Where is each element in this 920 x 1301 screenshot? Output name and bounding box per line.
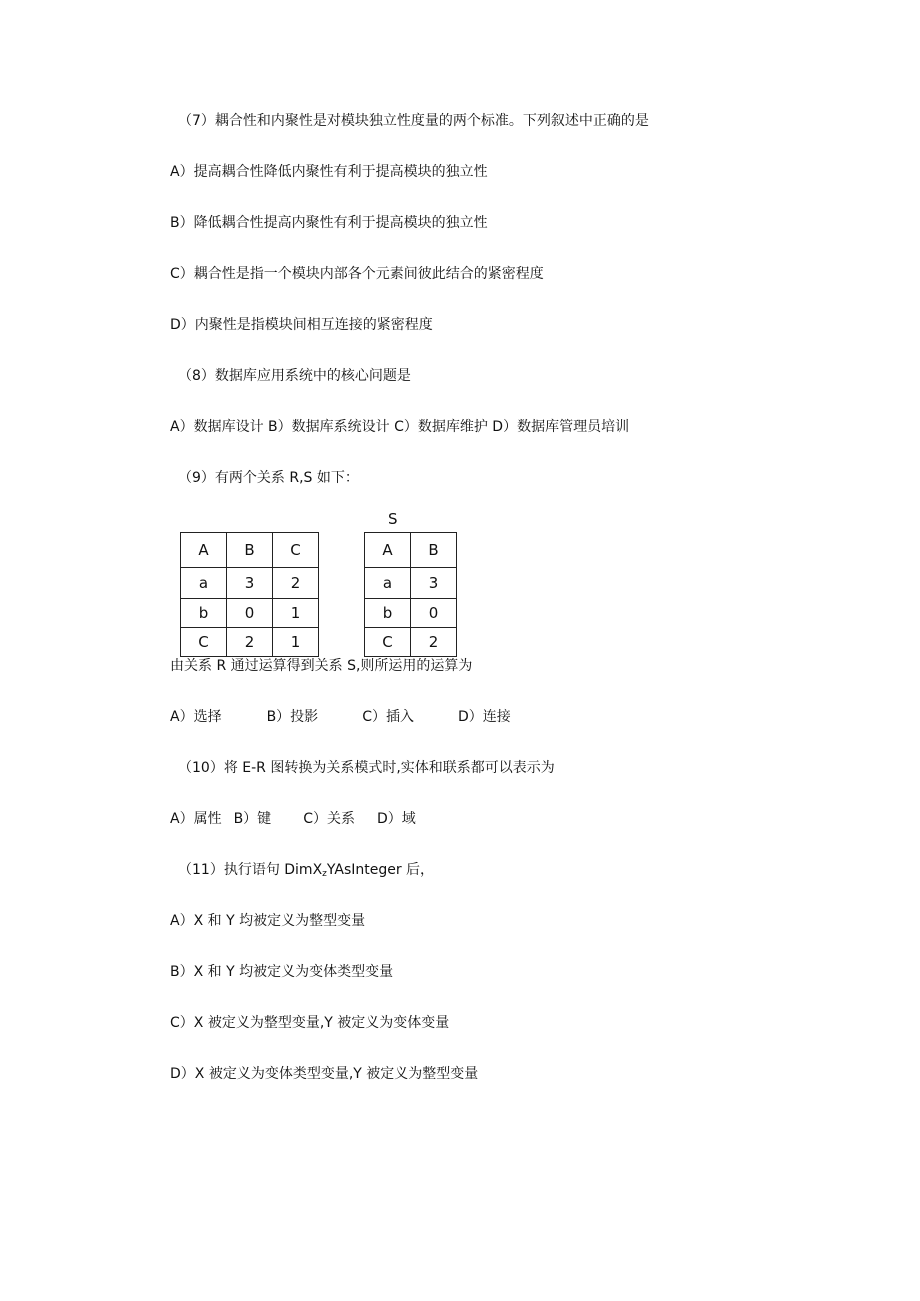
relation-s-title: S	[388, 510, 398, 528]
table-cell: a	[181, 568, 227, 599]
question-11-subscript: z	[322, 869, 327, 879]
question-9-option-a: A）选择	[170, 709, 222, 725]
question-7-option-b: B）降低耦合性提高内聚性有利于提高模块的独立性	[170, 215, 488, 231]
table-row	[365, 533, 457, 568]
question-9-followup: 由关系 R 通过运算得到关系 S,则所运用的运算为	[170, 658, 473, 674]
table-row	[365, 628, 457, 657]
table-cell: C	[181, 628, 227, 657]
table-cell: C	[273, 533, 319, 568]
question-10-options	[170, 809, 416, 829]
question-7-stem: （7）耦合性和内聚性是对模块独立性度量的两个标准。下列叙述中正确的是	[178, 113, 649, 129]
relation-r-table	[180, 532, 319, 657]
question-11-option-d: D）X 被定义为变体类型变量,Y 被定义为整型变量	[170, 1066, 479, 1082]
question-9-option-c: C）插入	[362, 709, 414, 725]
table-cell: 3	[411, 568, 457, 599]
question-7-option-d: D）内聚性是指模块间相互连接的紧密程度	[170, 317, 433, 333]
question-10-option-d: D）域	[376, 811, 416, 827]
table-cell: B	[227, 533, 273, 568]
question-9-stem: （9）有两个关系 R,S 如下：	[178, 470, 359, 486]
question-10-option-c: C）关系	[303, 811, 355, 827]
table-cell: b	[365, 599, 411, 628]
question-9-option-d: D）连接	[457, 709, 511, 725]
table-cell: a	[365, 568, 411, 599]
question-9-option-b: B）投影	[266, 709, 319, 725]
table-cell: 2	[227, 628, 273, 657]
table-cell: b	[181, 599, 227, 628]
table-cell: 2	[273, 568, 319, 599]
table-cell: C	[365, 628, 411, 657]
table-cell: B	[411, 533, 457, 568]
table-row	[181, 628, 319, 657]
question-11-option-a: A）X 和 Y 均被定义为整型变量	[170, 913, 366, 929]
question-11-stem-tail: YAsInteger 后，	[326, 862, 435, 878]
table-row	[181, 533, 319, 568]
table-cell: 0	[227, 599, 273, 628]
table-row	[365, 599, 457, 628]
question-11-option-c: C）X 被定义为整型变量,Y 被定义为变体变量	[170, 1015, 450, 1031]
table-row	[365, 568, 457, 599]
table-cell: 3	[227, 568, 273, 599]
question-10-option-b: B）键	[233, 811, 272, 827]
question-11-option-b: B）X 和 Y 均被定义为变体类型变量	[170, 964, 394, 980]
question-10-stem: （10）将 E-R 图转换为关系模式时,实体和联系都可以表示为	[178, 760, 555, 776]
table-cell: 2	[411, 628, 457, 657]
table-row	[181, 599, 319, 628]
question-7-option-c: C）耦合性是指一个模块内部各个元素间彼此结合的紧密程度	[170, 266, 544, 282]
question-11-stem	[178, 860, 434, 880]
question-8-stem: （8）数据库应用系统中的核心问题是	[178, 368, 411, 384]
table-row	[181, 568, 319, 599]
question-8-options: A）数据库设计 B）数据库系统设计 C）数据库维护 D）数据库管理员培训	[170, 419, 630, 435]
question-9-options	[170, 707, 511, 727]
relation-s-table	[364, 532, 457, 657]
table-cell: 1	[273, 628, 319, 657]
table-cell: 0	[411, 599, 457, 628]
question-11-stem-text: （11）执行语句 DimX	[178, 862, 323, 878]
question-10-option-a: A）属性	[170, 811, 222, 827]
question-7-option-a: A）提高耦合性降低内聚性有利于提高模块的独立性	[170, 164, 488, 180]
table-cell: A	[365, 533, 411, 568]
table-cell: 1	[273, 599, 319, 628]
table-cell: A	[181, 533, 227, 568]
